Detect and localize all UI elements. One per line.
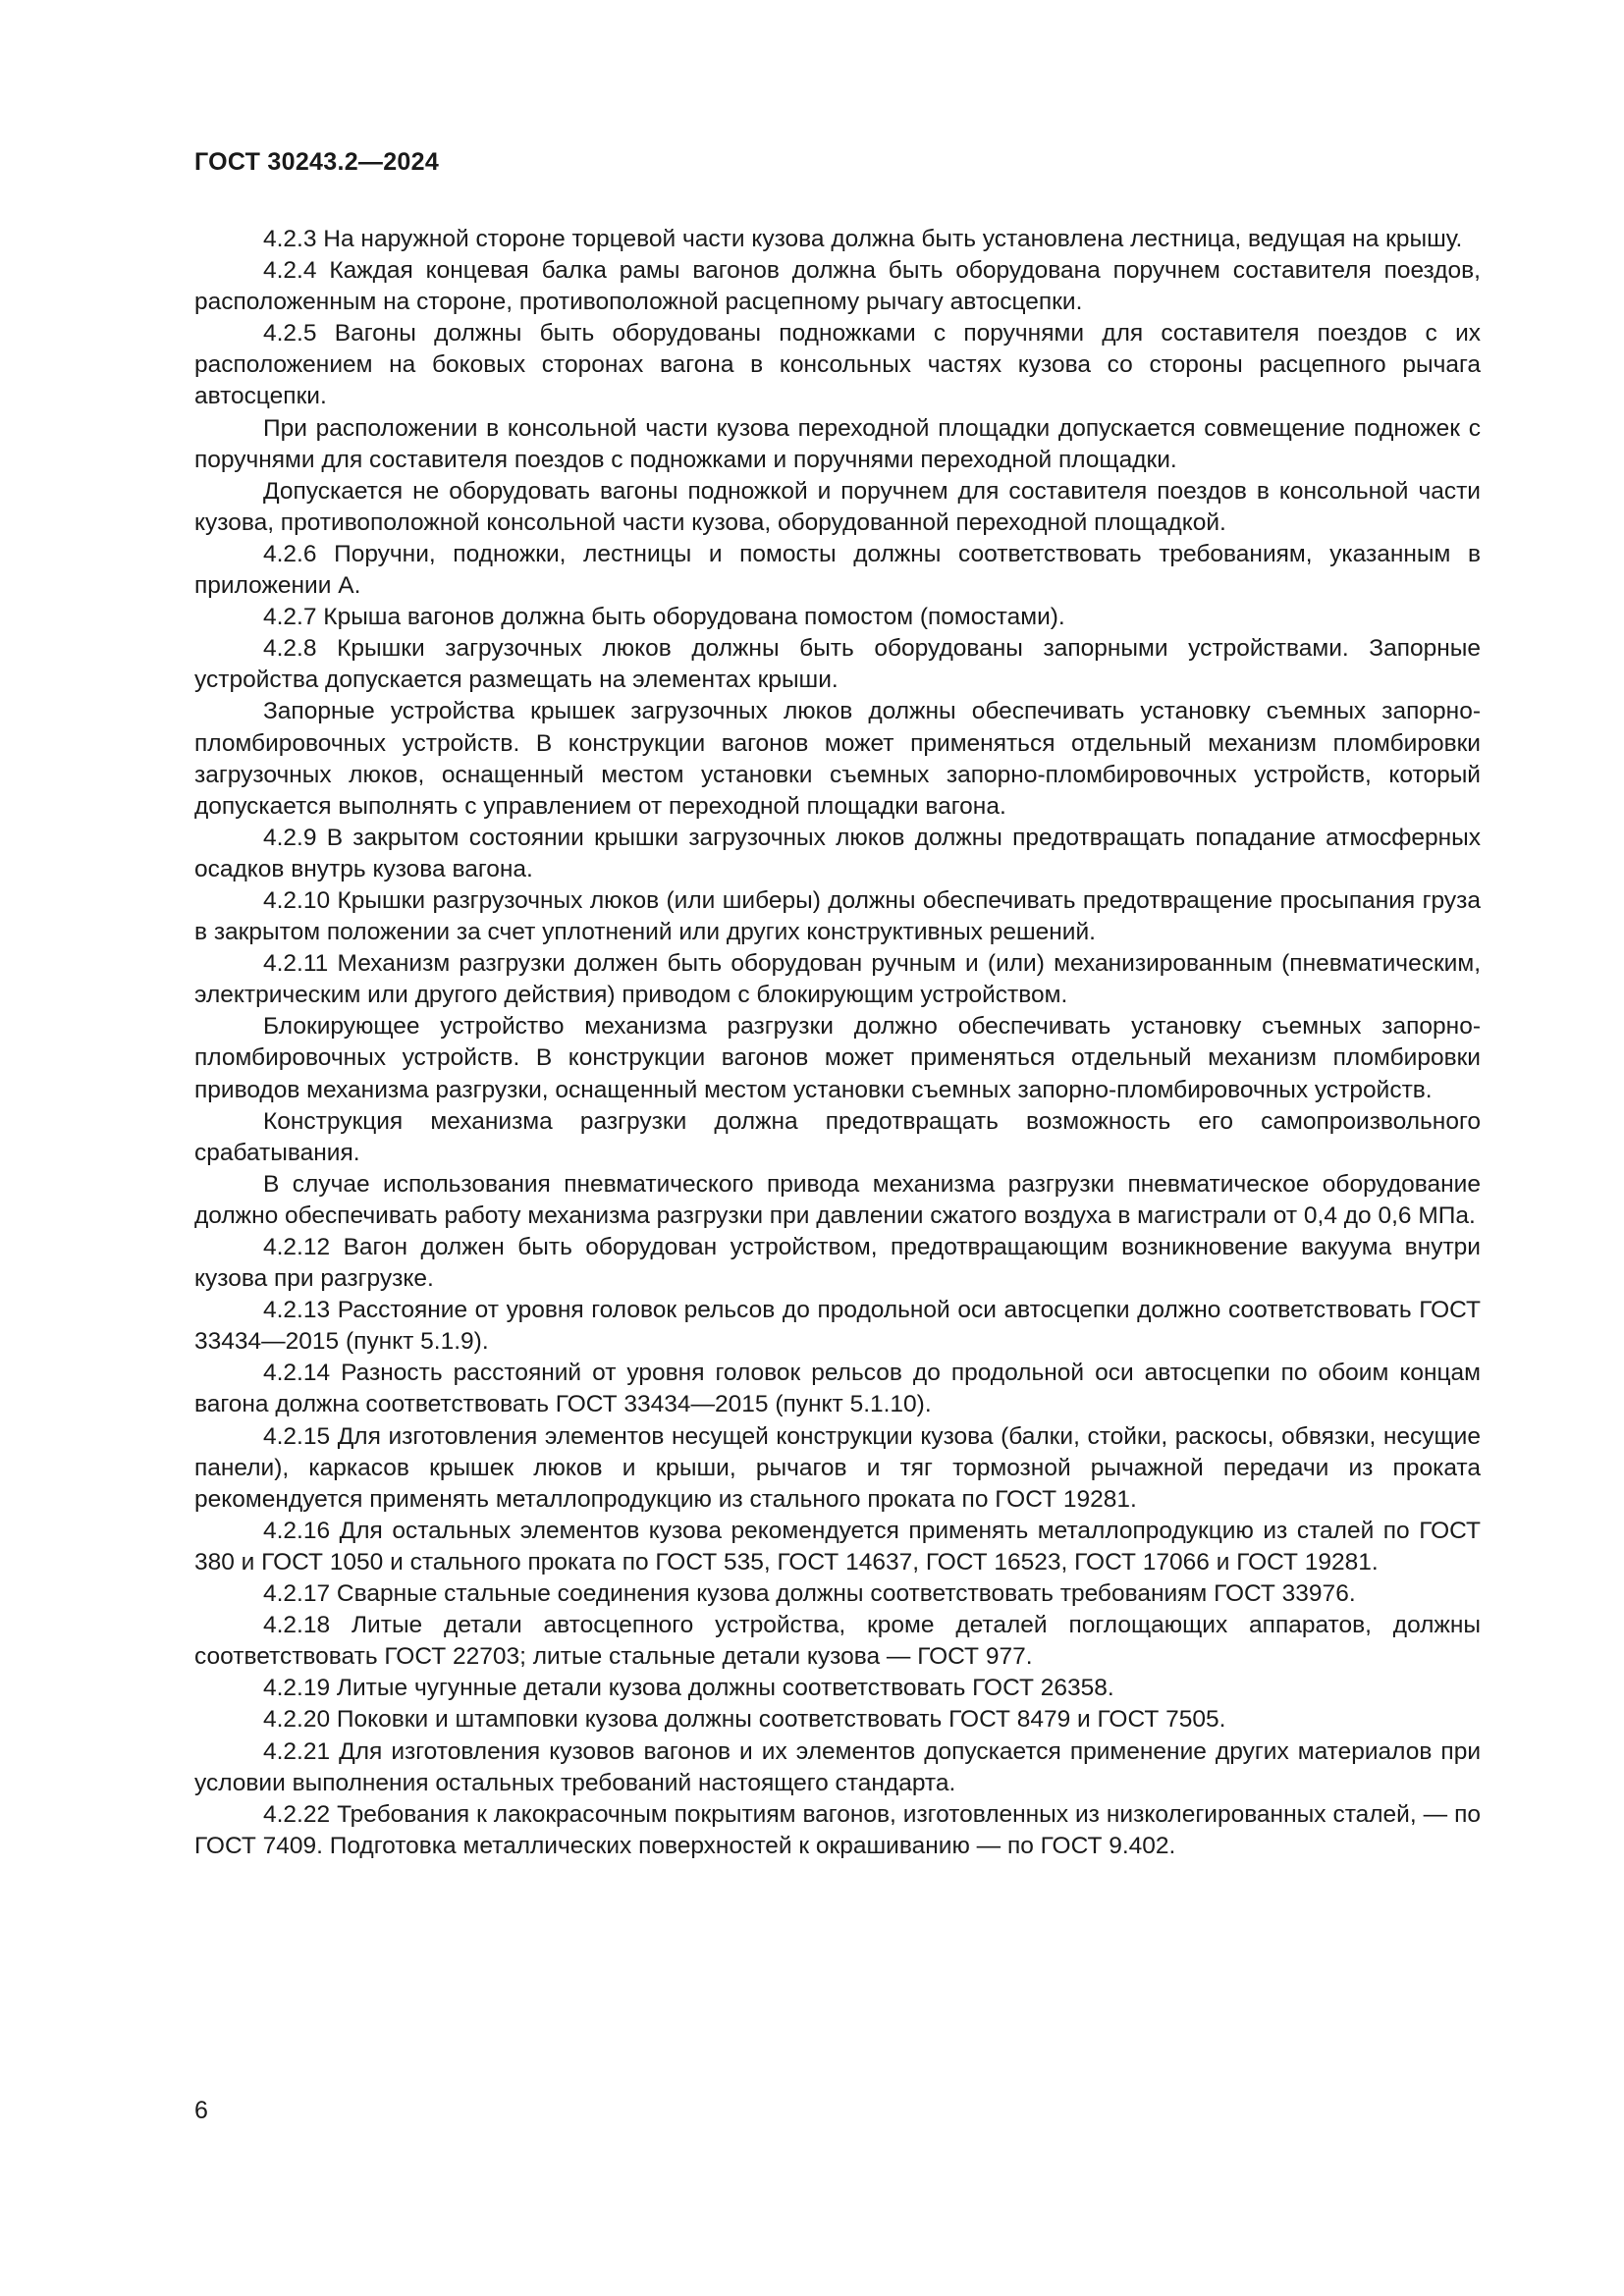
paragraph-4-2-3: 4.2.3 На наружной стороне торцевой части кузова должна быть установлена лестница, ведущая на крышу.	[263, 226, 1463, 252]
paragraph-4-2-18: 4.2.18 Литые детали автосцепного устройства, кроме деталей поглощающих аппаратов, должны соответствовать ГОСТ 22703; литые стальные детали кузова — ГОСТ 977.	[194, 1612, 1481, 1671]
paragraph-4-2-11-note-3: В случае использования пневматического привода механизма разгрузки пневматическое оборудование должно обеспечивать работу механизма разгрузки при давлении сжатого воздуха в магистрали от 0,4 до 0,6 МПа.	[194, 1170, 1481, 1229]
document-body	[194, 224, 1481, 1862]
paragraph-4-2-9: 4.2.9 В закрытом состоянии крышки загрузочных люков должны предотвращать попадание атмосферных осадков внутрь кузова вагона.	[194, 824, 1481, 882]
paragraph-4-2-19: 4.2.19 Литые чугунные детали кузова должны соответствовать ГОСТ 26358.	[263, 1675, 1114, 1702]
paragraph-4-2-5: 4.2.5 Вагоны должны быть оборудованы подножками с поручнями для составителя поездов с их расположением на боковых сторонах вагона в консольных частях кузова со стороны расцепного рычага автосцепки.	[194, 320, 1481, 410]
document-header: ГОСТ 30243.2—2024	[194, 148, 440, 176]
paragraph-4-2-12: 4.2.12 Вагон должен быть оборудован устройством, предотвращающим возникновение вакуума внутри кузова при разгрузке.	[194, 1234, 1481, 1293]
paragraph-4-2-21: 4.2.21 Для изготовления кузовов вагонов и их элементов допускается применение других материалов при условии выполнения остальных требований настоящего стандарта.	[194, 1737, 1481, 1796]
paragraph-4-2-15: 4.2.15 Для изготовления элементов несущей конструкции кузова (балки, стойки, раскосы, обвязки, несущие панели), каркасов крышек люков и крыши, рычагов и тяг тормозной рычажной передачи из проката рекомендуется применять металлопродукцию из стального проката по ГОСТ 19281.	[194, 1422, 1481, 1513]
paragraph-4-2-8-note: Запорные устройства крышек загрузочных люков должны обеспечивать установку съемных запорно-пломбировочных устройств. В конструкции вагонов может применяться отдельный механизм пломбировки загрузочных люков, оснащенный местом установки съемных запорно-пломбировочных устройств, который допускается выполнять с управлением от переходной площадки вагона.	[194, 698, 1481, 820]
paragraph-4-2-10: 4.2.10 Крышки разгрузочных люков (или шиберы) должны обеспечивать предотвращение просыпания груза в закрытом положении за счет уплотнений или других конструктивных решений.	[194, 886, 1481, 946]
paragraph-4-2-4: 4.2.4 Каждая концевая балка рамы вагонов должна быть оборудована поручнем составителя поездов, расположенным на стороне, противоположной расцепному рычагу автосцепки.	[194, 257, 1481, 316]
paragraph-4-2-7: 4.2.7 Крыша вагонов должна быть оборудована помостом (помостами).	[263, 604, 1065, 631]
paragraph-4-2-11: 4.2.11 Механизм разгрузки должен быть оборудован ручным и (или) механизированным (пневматическим, электрическим или другого действия) приводом с блокирующим устройством.	[194, 950, 1481, 1009]
paragraph-4-2-11-note-2: Конструкция механизма разгрузки должна предотвращать возможность его самопроизвольного срабатывания.	[194, 1107, 1481, 1166]
paragraph-4-2-17: 4.2.17 Сварные стальные соединения кузова должны соответствовать требованиям ГОСТ 33976.	[263, 1580, 1356, 1608]
paragraph-4-2-5-note-1: При расположении в консольной части кузова переходной площадки допускается совмещение подножек с поручнями для составителя поездов с подножками и поручнями переходной площадки.	[194, 414, 1481, 473]
paragraph-4-2-13: 4.2.13 Расстояние от уровня головок рельсов до продольной оси автосцепки должно соответствовать ГОСТ 33434—2015 (пункт 5.1.9).	[194, 1297, 1481, 1356]
paragraph-4-2-20: 4.2.20 Поковки и штамповки кузова должны соответствовать ГОСТ 8479 и ГОСТ 7505.	[263, 1706, 1226, 1734]
paragraph-4-2-14: 4.2.14 Разность расстояний от уровня головок рельсов до продольной оси автосцепки по обоим концам вагона должна соответствовать ГОСТ 33434—2015 (пункт 5.1.10).	[194, 1360, 1481, 1418]
paragraph-4-2-22: 4.2.22 Требования к лакокрасочным покрытиям вагонов, изготовленных из низколегированных сталей, — по ГОСТ 7409. Подготовка металлических поверхностей к окрашиванию — по ГОСТ 9.402.	[194, 1800, 1481, 1859]
paragraph-4-2-5-note-2: Допускается не оборудовать вагоны подножкой и поручнем для составителя поездов в консольной части кузова, противоположной консольной части кузова, оборудованной переходной площадкой.	[194, 477, 1481, 536]
page-number: 6	[194, 2097, 208, 2124]
paragraph-4-2-8: 4.2.8 Крышки загрузочных люков должны быть оборудованы запорными устройствами. Запорные устройства допускается размещать на элементах крыши.	[194, 635, 1481, 694]
paragraph-4-2-6: 4.2.6 Поручни, подножки, лестницы и помосты должны соответствовать требованиям, указанным в приложении А.	[194, 540, 1481, 600]
paragraph-4-2-11-note-1: Блокирующее устройство механизма разгрузки должно обеспечивать установку съемных запорно-пломбировочных устройств. В конструкции вагонов может применяться отдельный механизм пломбировки приводов механизма разгрузки, оснащенный местом установки съемных запорно-пломбировочных устройств.	[194, 1013, 1481, 1103]
paragraph-4-2-16: 4.2.16 Для остальных элементов кузова рекомендуется применять металлопродукцию из сталей по ГОСТ 380 и ГОСТ 1050 и стального проката по ГОСТ 535, ГОСТ 14637, ГОСТ 16523, ГОСТ 17066 и ГОСТ 19281.	[194, 1517, 1481, 1575]
